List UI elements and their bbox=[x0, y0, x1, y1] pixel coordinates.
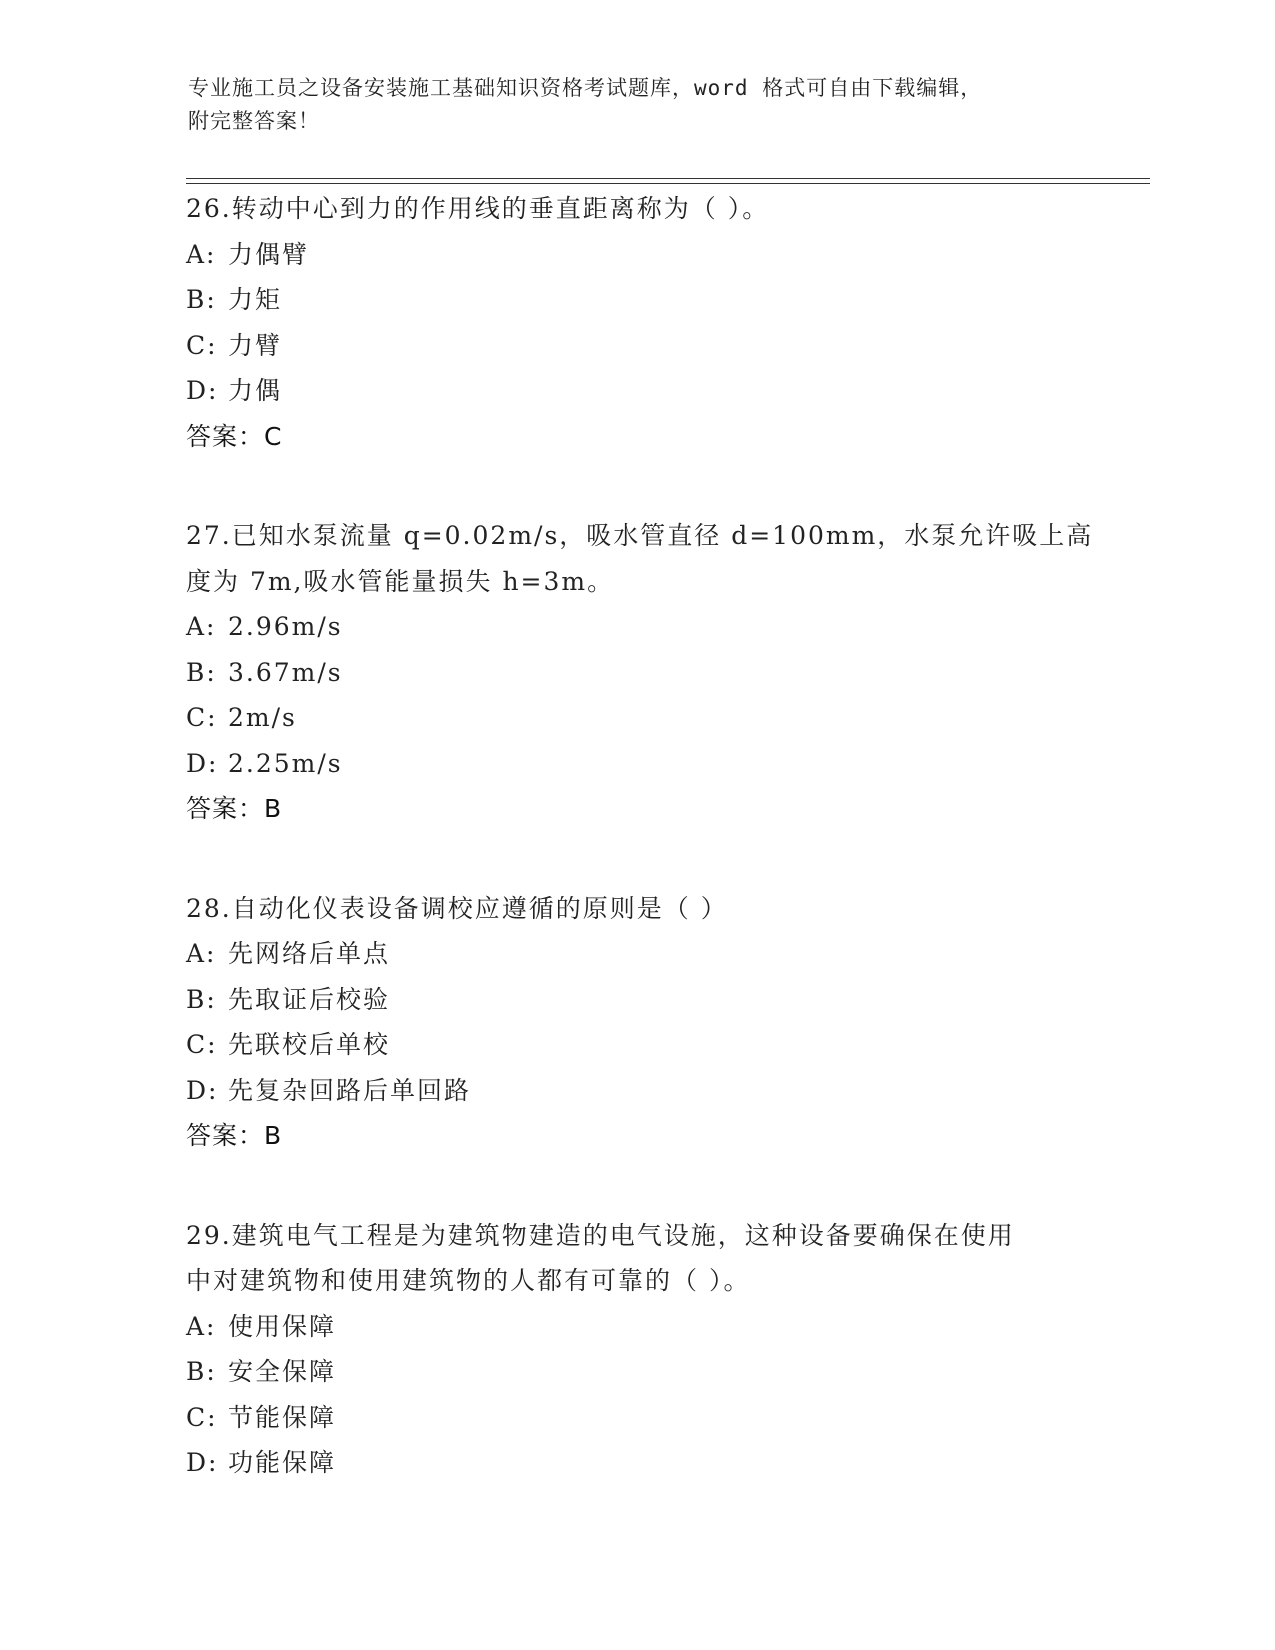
answer-option bbox=[186, 323, 1106, 369]
option-letter: D: bbox=[186, 1448, 219, 1477]
question-stem-line: 中对建筑物和使用建筑物的人都有可靠的（ ）。 bbox=[186, 1266, 751, 1295]
option-text: 3.67m/s bbox=[228, 657, 343, 687]
answer-option bbox=[186, 650, 1106, 696]
option-text: 安全保障 bbox=[228, 1357, 337, 1386]
option-letter: C: bbox=[186, 1030, 218, 1059]
answer-option bbox=[186, 931, 1106, 977]
question-stem-line: 度为 7m,吸水管能量损失 h=3m。 bbox=[186, 566, 615, 596]
header-divider-bottom bbox=[186, 183, 1150, 184]
question-stem-line: 28.自动化仪表设备调校应遵循的原则是（ ） bbox=[186, 893, 728, 923]
option-text: 力臂 bbox=[228, 330, 283, 360]
option-text: 2m/s bbox=[228, 703, 297, 732]
question-list bbox=[186, 186, 1106, 1540]
option-letter: A: bbox=[186, 939, 217, 968]
option-letter: C: bbox=[186, 330, 218, 360]
answer-option bbox=[186, 1068, 1106, 1114]
header-line-1: 专业施工员之设备安装施工基础知识资格考试题库，word 格式可自由下载编辑， bbox=[188, 76, 983, 100]
answer-key: 答案：B bbox=[186, 794, 283, 823]
option-text: 先网络后单点 bbox=[228, 939, 391, 968]
answer-option bbox=[186, 1022, 1106, 1068]
option-letter: A: bbox=[186, 1311, 217, 1341]
question-block bbox=[186, 186, 1106, 459]
option-text: 力偶臂 bbox=[228, 239, 310, 269]
answer-option bbox=[186, 277, 1106, 323]
answer-option bbox=[186, 1395, 1106, 1441]
question-stem-line: 26.转动中心到力的作用线的垂直距离称为（ ）。 bbox=[186, 194, 770, 223]
option-letter: B: bbox=[186, 657, 217, 687]
answer-option bbox=[186, 368, 1106, 414]
question-block bbox=[186, 886, 1106, 1159]
option-letter: C: bbox=[186, 703, 218, 732]
option-letter: C: bbox=[186, 1402, 218, 1432]
answer-key: 答案：B bbox=[186, 1121, 283, 1150]
option-letter: B: bbox=[186, 285, 217, 314]
answer-option bbox=[186, 741, 1106, 787]
answer-option bbox=[186, 695, 1106, 741]
answer-option bbox=[186, 977, 1106, 1023]
option-text: 先联校后单校 bbox=[228, 1030, 391, 1059]
question-stem-line: 29.建筑电气工程是为建筑物建造的电气设施，这种设备要确保在使用 bbox=[186, 1220, 1015, 1250]
answer-option bbox=[186, 1349, 1106, 1395]
option-letter: A: bbox=[186, 612, 217, 641]
option-letter: B: bbox=[186, 984, 217, 1014]
answer-option bbox=[186, 604, 1106, 650]
option-letter: A: bbox=[186, 239, 217, 269]
answer-key: 答案：C bbox=[186, 421, 283, 451]
header-line-2: 附完整答案！ bbox=[188, 109, 320, 133]
answer-option bbox=[186, 1440, 1106, 1486]
question-block bbox=[186, 1213, 1106, 1486]
answer-option bbox=[186, 232, 1106, 278]
option-text: 节能保障 bbox=[228, 1402, 337, 1432]
option-letter: B: bbox=[186, 1357, 217, 1386]
option-letter: D: bbox=[186, 376, 219, 405]
option-text: 力偶 bbox=[228, 376, 283, 405]
question-stem-line: 27.已知水泵流量 q=0.02m/s，吸水管直径 d=100mm，水泵允许吸上高 bbox=[186, 521, 1094, 550]
question-block bbox=[186, 513, 1106, 832]
option-letter: D: bbox=[186, 748, 219, 778]
header-divider-top bbox=[186, 178, 1150, 179]
option-text: 功能保障 bbox=[228, 1448, 337, 1477]
option-letter: D: bbox=[186, 1075, 219, 1105]
option-text: 2.96m/s bbox=[228, 612, 343, 641]
document-header bbox=[188, 72, 1088, 138]
option-text: 2.25m/s bbox=[228, 748, 343, 778]
option-text: 先取证后校验 bbox=[228, 984, 391, 1014]
answer-option bbox=[186, 1304, 1106, 1350]
option-text: 力矩 bbox=[228, 285, 283, 314]
option-text: 使用保障 bbox=[228, 1311, 337, 1341]
option-text: 先复杂回路后单回路 bbox=[228, 1075, 472, 1105]
